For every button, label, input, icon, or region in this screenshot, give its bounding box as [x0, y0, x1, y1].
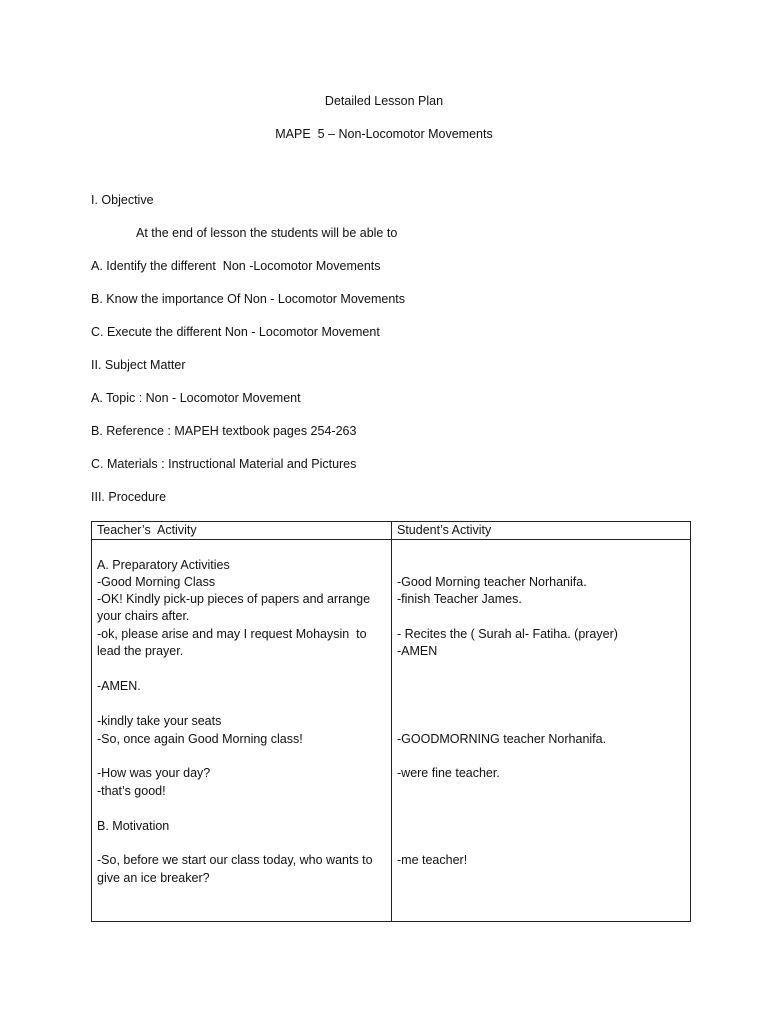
- teacher-activity-line: -kindly take your seats: [97, 714, 222, 728]
- teacher-activity-line: -AMEN.: [97, 679, 141, 693]
- teacher-activity-line: -that’s good!: [97, 784, 166, 798]
- teacher-activity-line: -So, before we start our class today, who wants to: [97, 853, 373, 867]
- objective-heading: I. Objective: [91, 193, 154, 207]
- objective-intro: At the end of lesson the students will be able to: [136, 226, 398, 240]
- student-activity-line: - Recites the ( Surah al- Fatiha. (prayer): [397, 627, 618, 641]
- subject-matter-item: A. Topic : Non - Locomotor Movement: [91, 391, 301, 405]
- student-activity-line: -me teacher!: [397, 853, 468, 867]
- subject-matter-heading: II. Subject Matter: [91, 358, 186, 372]
- column-divider: [391, 522, 392, 921]
- objective-item: A. Identify the different Non -Locomotor Movements: [91, 259, 381, 273]
- subject-matter-item: B. Reference : MAPEH textbook pages 254-263: [91, 424, 357, 438]
- teacher-activity-line: give an ice breaker?: [97, 871, 210, 885]
- teacher-activity-line: -ok, please arise and may I request Mohaysin to: [97, 627, 367, 641]
- teacher-activity-line: -How was your day?: [97, 766, 211, 780]
- teacher-activity-line: A. Preparatory Activities: [97, 558, 230, 572]
- teacher-activity-line: -Good Morning Class: [97, 575, 216, 589]
- teacher-activity-line: your chairs after.: [97, 609, 190, 623]
- procedure-heading: III. Procedure: [91, 490, 167, 504]
- header-divider: [92, 539, 690, 540]
- teacher-activity-line: -So, once again Good Morning class!: [97, 732, 303, 746]
- teacher-activity-line: B. Motivation: [97, 819, 170, 833]
- subject-matter-item: C. Materials : Instructional Material and Pictures: [91, 457, 357, 471]
- document-title: Detailed Lesson Plan: [324, 94, 444, 108]
- student-activity-line: -were fine teacher.: [397, 766, 500, 780]
- objective-item: C. Execute the different Non - Locomotor Movement: [91, 325, 380, 339]
- teacher-column-header: Teacher’s Activity: [97, 523, 197, 537]
- student-column-header: Student’s Activity: [397, 523, 492, 537]
- teacher-activity-line: lead the prayer.: [97, 644, 184, 658]
- student-activity-line: -finish Teacher James.: [397, 592, 522, 606]
- objective-item: B. Know the importance Of Non - Locomotor Movements: [91, 292, 406, 306]
- document-subtitle: MAPE 5 – Non-Locomotor Movements: [275, 127, 493, 141]
- teacher-activity-line: -OK! Kindly pick-up pieces of papers and arrange: [97, 592, 371, 606]
- student-activity-line: -GOODMORNING teacher Norhanifa.: [397, 732, 607, 746]
- student-activity-line: -Good Morning teacher Norhanifa.: [397, 575, 587, 589]
- student-activity-line: -AMEN: [397, 644, 438, 658]
